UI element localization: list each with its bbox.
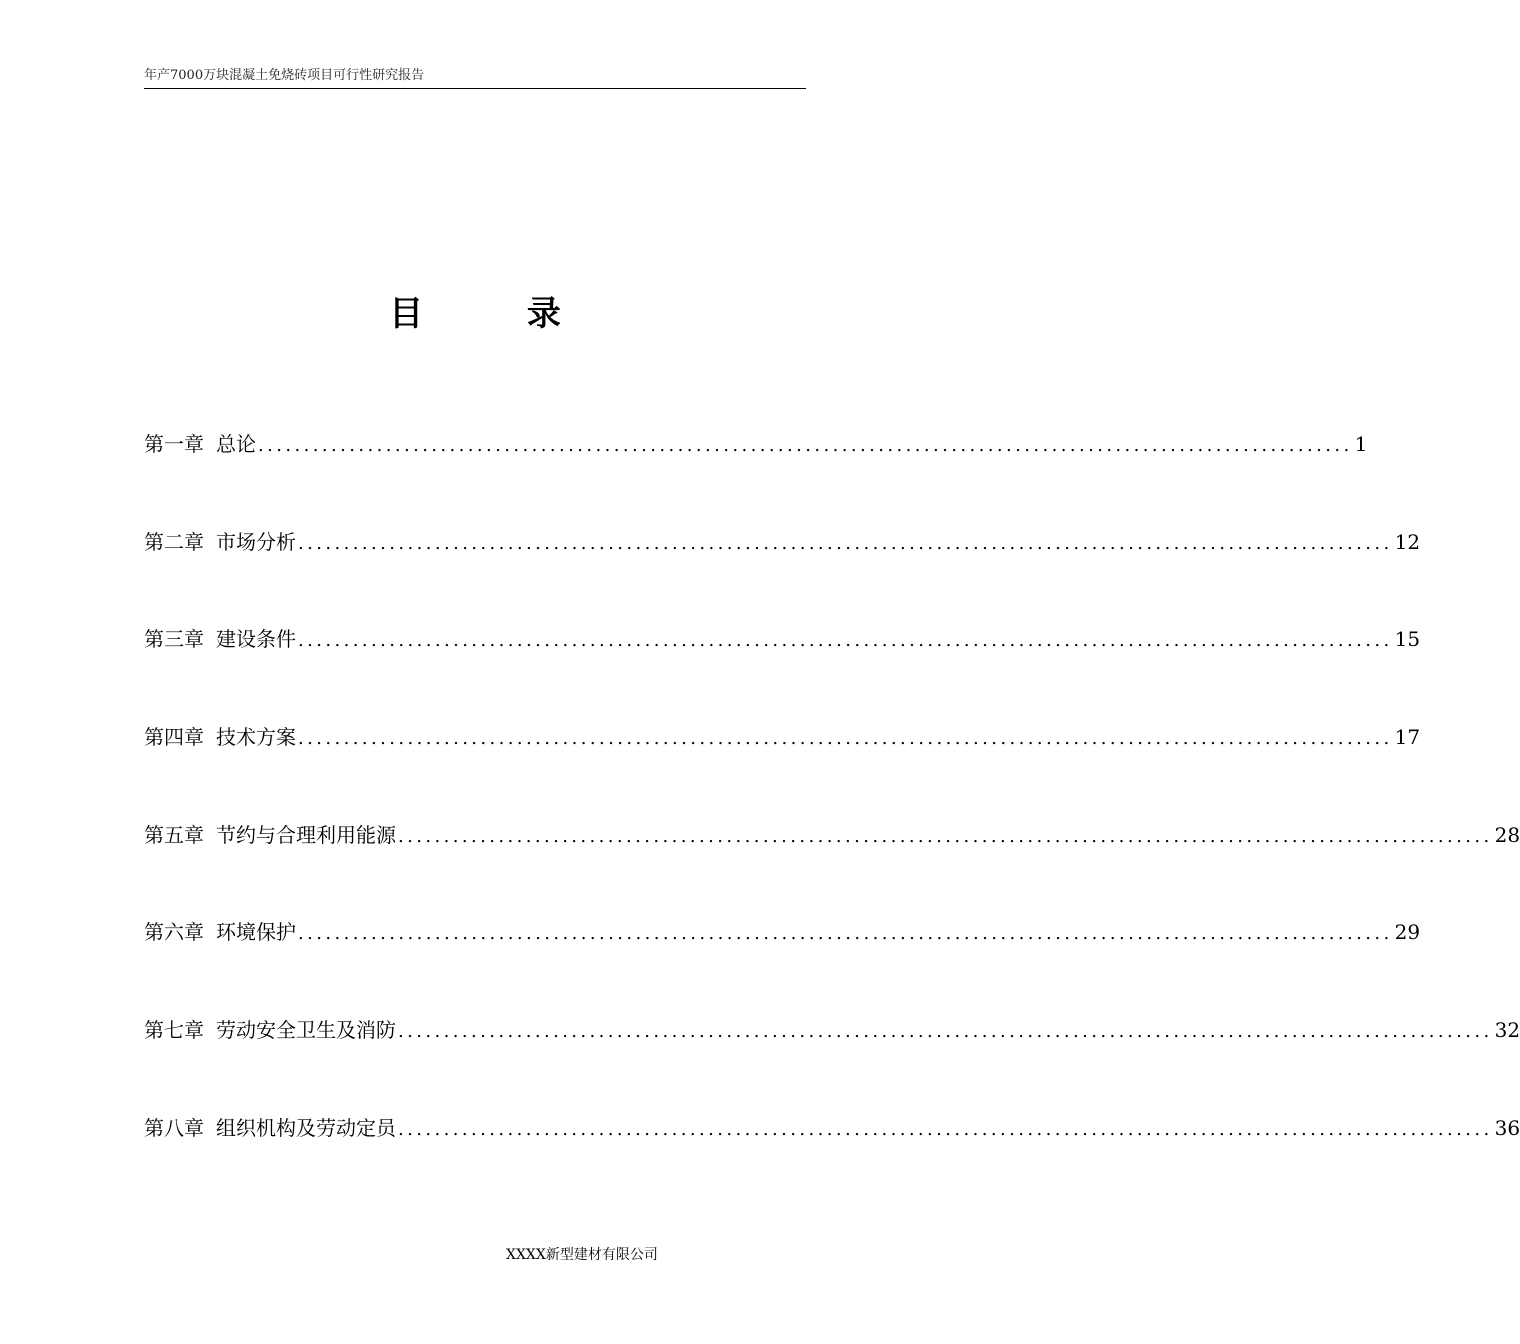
toc-entry[interactable] — [144, 715, 1421, 813]
toc-chapter-number: 第八章 — [144, 1115, 204, 1140]
toc-leader-dots: ........................................................................................................................ — [398, 1021, 1493, 1043]
toc-chapter-name: 市场分析 — [216, 529, 296, 554]
toc-page-number: 32 — [1494, 1018, 1520, 1043]
toc-leader-dots: ........................................................................................................................ — [298, 728, 1393, 750]
toc-page-number: 29 — [1394, 920, 1421, 945]
toc-chapter-name: 环境保护 — [216, 920, 296, 945]
toc-page-number: 36 — [1494, 1115, 1520, 1140]
toc-leader-dots: ........................................................................................................................ — [258, 435, 1353, 456]
toc-chapter-number: 第七章 — [144, 1018, 204, 1043]
toc-entry[interactable] — [144, 1008, 1520, 1106]
toc-chapter-name: 技术方案 — [216, 725, 296, 750]
toc-page-number: 1 — [1354, 432, 1368, 456]
toc-entry[interactable] — [144, 1106, 1520, 1204]
toc-chapter-number: 第五章 — [144, 822, 204, 847]
toc-leader-dots: ........................................................................................................................ — [298, 532, 1393, 554]
toc-chapter-number: 第四章 — [144, 725, 204, 750]
toc-chapter-name: 建设条件 — [216, 627, 296, 652]
toc-entry[interactable] — [144, 813, 1520, 911]
toc-chapter-name: 节约与合理利用能源 — [216, 822, 396, 847]
toc-chapter-name: 总论 — [216, 432, 256, 456]
toc-chapter-name: 劳动安全卫生及消防 — [216, 1018, 396, 1043]
toc-leader-dots: ........................................................................................................................ — [398, 1118, 1493, 1140]
toc-page-number: 17 — [1394, 725, 1421, 750]
toc-entry[interactable] — [144, 910, 1421, 1008]
toc-page-number: 15 — [1394, 627, 1421, 652]
toc-title: 目 录 — [389, 294, 607, 334]
toc-leader-dots: ........................................................................................................................ — [298, 630, 1393, 652]
toc-chapter-number: 第一章 — [144, 432, 204, 456]
running-header: 年产7000万块混凝土免烧砖项目可行性研究报告 — [144, 66, 806, 89]
toc-page-number: 12 — [1394, 529, 1421, 554]
toc-leader-dots: ........................................................................................................................ — [398, 825, 1493, 847]
toc-entry[interactable] — [144, 422, 1368, 520]
toc-chapter-name: 组织机构及劳动定员 — [216, 1115, 396, 1140]
toc-chapter-number: 第二章 — [144, 529, 204, 554]
toc-entry[interactable] — [144, 520, 1421, 618]
toc-page-number: 28 — [1494, 822, 1520, 847]
footer-company-name: XXXX新型建材有限公司 — [506, 1247, 658, 1263]
toc-leader-dots: ........................................................................................................................ — [298, 923, 1393, 945]
toc-entry[interactable] — [144, 617, 1421, 715]
toc-chapter-number: 第六章 — [144, 920, 204, 945]
table-of-contents — [144, 422, 1520, 1204]
toc-chapter-number: 第三章 — [144, 627, 204, 652]
